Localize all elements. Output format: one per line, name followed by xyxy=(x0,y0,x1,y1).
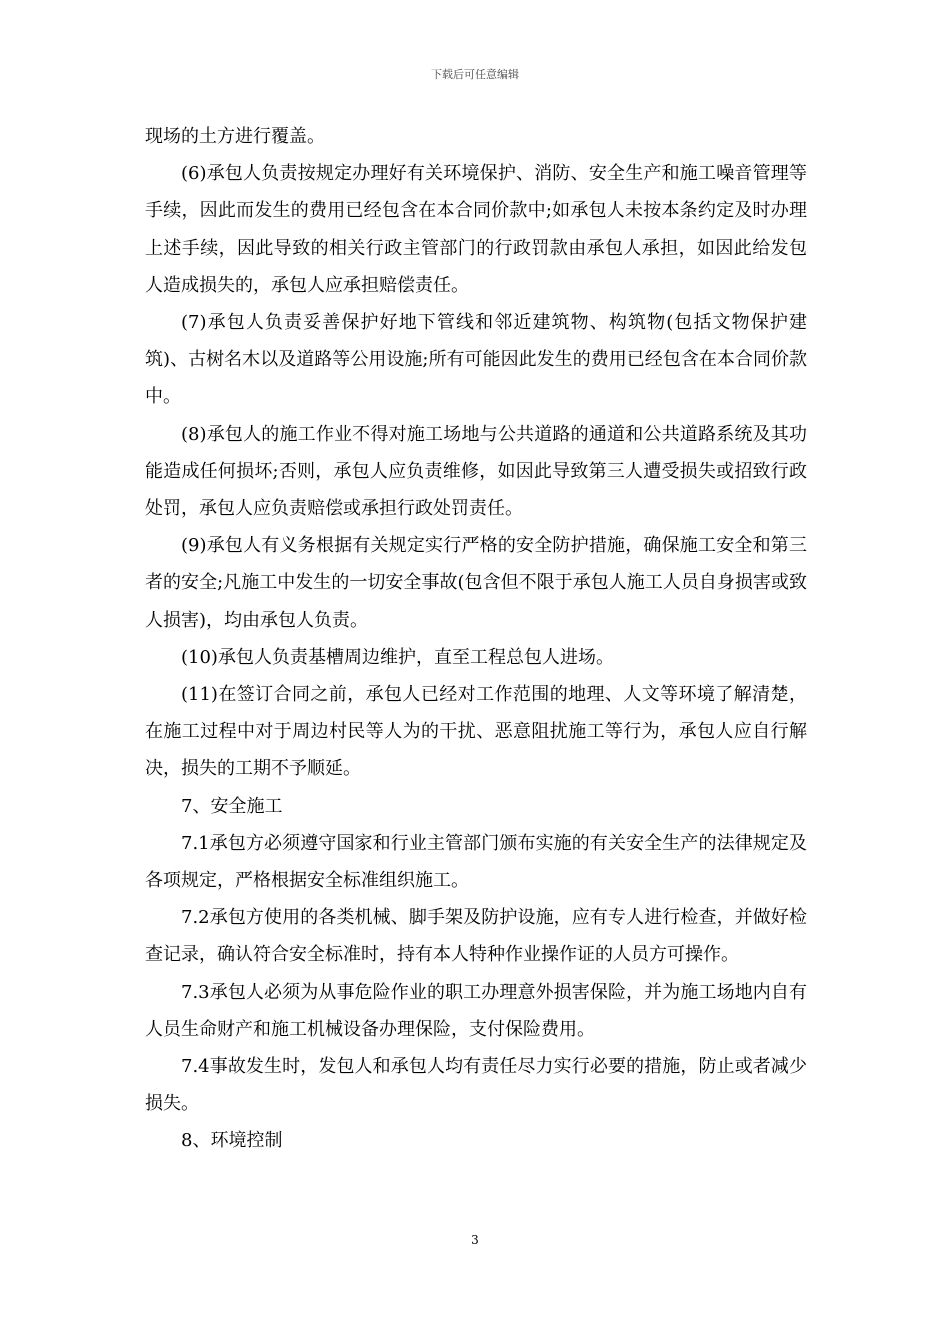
paragraph-item-8: (8)承包人的施工作业不得对施工场地与公共道路的通道和公共道路系统及其功能造成任何损坏;否则，承包人应负责维修，如因此导致第三人遭受损失或招致行政处罚，承包人应负责赔偿或承担行政处罚责任。 xyxy=(145,423,807,520)
paragraph-7-4: 7.4事故发生时，发包人和承包人均有责任尽力实行必要的措施，防止或者减少损失。 xyxy=(145,1056,807,1115)
paragraph-item-11: (11)在签订合同之前，承包人已经对工作范围的地理、人文等环境了解清楚，在施工过程中对于周边村民等人为的干扰、恶意阻扰施工等行为，承包人应自行解决，损失的工期不予顺延。 xyxy=(145,684,807,780)
document-body xyxy=(145,118,807,1160)
paragraph-item-9: (9)承包人有义务根据有关规定实行严格的安全防护措施，确保施工安全和第三者的安全;凡施工中发生的一切安全事故(包含但不限于承包人施工人员自身损害或致人损害)，均由承包人负责。 xyxy=(145,535,807,631)
paragraph-7-2: 7.2承包方使用的各类机械、脚手架及防护设施，应有专人进行检查，并做好检查记录，确认符合安全标准时，持有本人特种作业操作证的人员方可操作。 xyxy=(145,907,807,966)
paragraph-7-3: 7.3承包人必须为从事危险作业的职工办理意外损害保险，并为施工场地内自有人员生命财产和施工机械设备办理保险，支付保险费用。 xyxy=(145,981,807,1040)
page-header-note: 下载后可任意编辑 xyxy=(431,68,519,81)
paragraph-item-6: (6)承包人负责按规定办理好有关环境保护、消防、安全生产和施工噪音管理等手续，因此而发生的费用已经包含在本合同价款中;如承包人未按本条约定及时办理上述手续，因此导致的相关行政主管部门的行政罚款由承包人承担，如因此给发包人造成损失的，承包人应承担赔偿责任。 xyxy=(145,163,807,296)
paragraph-7-1: 7.1承包方必须遵守国家和行业主管部门颁布实施的有关安全生产的法律规定及各项规定，严格根据安全标准组织施工。 xyxy=(145,832,807,892)
paragraph-item-10: (10)承包人负责基槽周边维护，直至工程总包人进场。 xyxy=(181,646,614,668)
section-heading-safety: 7、安全施工 xyxy=(181,795,283,817)
paragraph-continuation: 现场的土方进行覆盖。 xyxy=(145,126,325,147)
section-heading-environment: 8、环境控制 xyxy=(181,1130,283,1152)
page-number: 3 xyxy=(471,1233,479,1247)
paragraph-item-7: (7)承包人负责妥善保护好地下管线和邻近建筑物、构筑物(包括文物保护建筑)、古树名木以及道路等公用设施;所有可能因此发生的费用已经包含在本合同价款中。 xyxy=(145,312,807,408)
